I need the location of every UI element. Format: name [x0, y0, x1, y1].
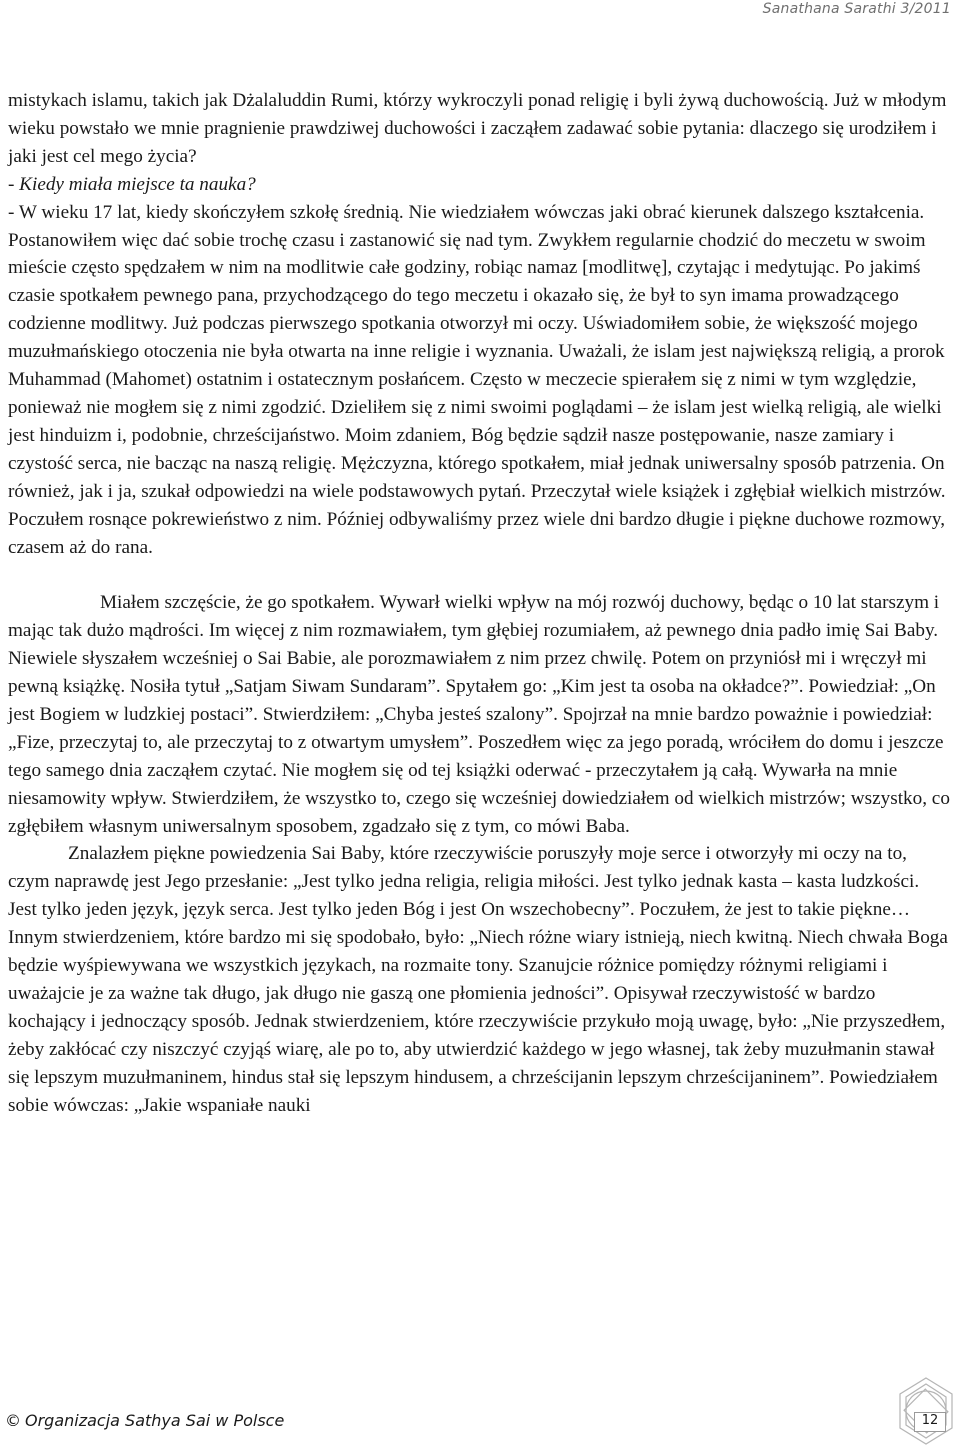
sai-logo-icon	[894, 1376, 958, 1446]
journal-issue-title: Sanathana Sarathi 3/2011	[762, 1, 951, 17]
paragraph-answer: - W wieku 17 lat, kiedy skończyłem szkołę średnią. Nie wiedziałem wówczas jaki obrać kierunek dalszego kształcenia. Postanowiłem więc dać sobie trochę czasu i zastanowić się nad tym. Zwykłem regularnie chodzić do meczetu w swoim mieście często spędzałem w nim na modlitwie całe godziny, robiąc namaz [modlitwę], czytając i medytując. Po jakimś czasie spotkałem pewnego pana, przychodzącego do tego meczetu i okazało się, że był to syn imama prowadzącego codzienne modlitwy. Już podczas pierwszego spotkania otworzył mi oczy. Uświadomiłem sobie, że większość mojego muzułmańskiego otoczenia nie była otwarta na inne religie i wyznania. Uważali, że islam jest największą religią, a prorok Muhammad (Mahomet) ostatnim i ostatecznym posłańcem. Często w meczecie spierałem się z nimi w tym względzie, ponieważ nie mogłem się z nimi zgodzić. Dzieliłem się z nimi swoimi poglądami – że islam jest wielką religią, ale wielki jest hinduizm i, podobnie, chrześcijaństwo. Moim zdaniem, Bóg będzie sądził nasze postępowanie, nasze zamiary i czystość serca, nie bacząc na naszą religię. Mężczyzna, którego spotkałem, miał jednak uniwersalny sposób patrzenia. On również, jak i ja, szukał odpowiedzi na wiele podstawowych pytań. Przeczytał wiele książek i zgłębiał wielkich mistrzów. Poczułem rosnące pokrewieństwo z nim. Później odbywaliśmy przez wiele dni bardzo długie i piękne duchowe rozmowy, czasem aż do rana.	[8, 201, 946, 558]
page-number: 12	[914, 1412, 946, 1432]
article-body	[8, 87, 952, 1120]
interview-question: - Kiedy miała miejsce ta nauka?	[8, 173, 256, 195]
copyright-symbol: ©	[5, 1411, 21, 1430]
paragraph-meeting: Miałem szczęście, że go spotkałem. Wywarł wielki wpływ na mój rozwój duchowy, będąc o 10 lat starszym i mając tak dużo mądrości. Im więcej z nim rozmawiałem, tym głębiej rozumiałem, aż pewnego dnia padło imię Sai Baby. Niewiele słyszałem wcześniej o Sai Babie, ale porozmawiałem z nim przez chwilę. Potem on przyniósł mi i wręczył mi pewną książkę. Nosiła tytuł „Satjam Siwam Sundaram”. Spytałem go: „Kim jest ta osoba na okładce?”. Powiedział: „On jest Bogiem w ludzkiej postaci”. Stwierdziłem: „Chyba jesteś szalony”. Spojrzał na mnie bardzo poważnie i powiedział: „Fize, przeczytaj to, ale przeczytaj to z otwartym umysłem”. Poszedłem więc za jego poradą, wróciłem do domu i jeszcze tego samego dnia zacząłem czytać. Nie mogłem się od tej książki oderwać - przeczytałem ją całą. Wywarła na mnie niesamowity wpływ. Stwierdziłem, że wszystko to, czego się wcześniej dowiedziałem od wielkich mistrzów; wszystko, co zgłębiłem własnym uniwersalnym sposobem, zgadzało się z tym, co mówi Baba.	[8, 592, 950, 837]
paragraph-mystics: mistykach islamu, takich jak Dżalaluddin Rumi, którzy wykroczyli ponad religię i byli żywą duchowością. Już w młodym wieku powstało we mnie pragnienie prawdziwej duchowości i zacząłem zadawać sobie pytania: dlaczego się urodziłem i jaki jest cel mego życia?	[8, 90, 947, 167]
paragraph-sayings: Znalazłem piękne powiedzenia Sai Baby, które rzeczywiście poruszyły moje serce i otworzyły mi oczy na to, czym naprawdę jest Jego przesłanie: „Jest tylko jedna religia, religia miłości. Jest tylko jednak kasta – kasta ludzkości. Jest tylko jeden język, język serca. Jest tylko jeden Bóg i jest On wszechobecny”. Poczułem, że jest to takie piękne… Innym stwierdzeniem, które bardzo mi się spodobało, było: „Niech różne wiary istnieją, niech kwitną. Niech chwała Boga będzie wyśpiewywana we wszystkich językach, na rozmaite tony. Szanujcie różnice pomiędzy różnymi religiami i uważajcie je za ważne tak długo, jak długo nie gaszą one płomienia jedności”. Opisywał rzeczywistość w bardzo kochający i jednoczący sposób. Jednak stwierdzeniem, które rzeczywiście przykuło moją uwagę, było: „Nie przyszedłem, żeby zakłócać czy niszczyć czyjąś wiarę, ale po to, aby utwierdzić każdego w jego własnej, tak żeby muzułmanin stawał się lepszym muzułmaninem, hindus stał się lepszym hindusem, a chrześcijanin lepszym chrześcijaninem”. Powiedziałem sobie wówczas: „Jakie wspaniałe nauki	[8, 843, 948, 1116]
paragraph-spacer	[8, 561, 952, 589]
organization-name: Organizacja Sathya Sai w Polsce	[25, 1411, 285, 1430]
footer-organization	[5, 1411, 284, 1430]
